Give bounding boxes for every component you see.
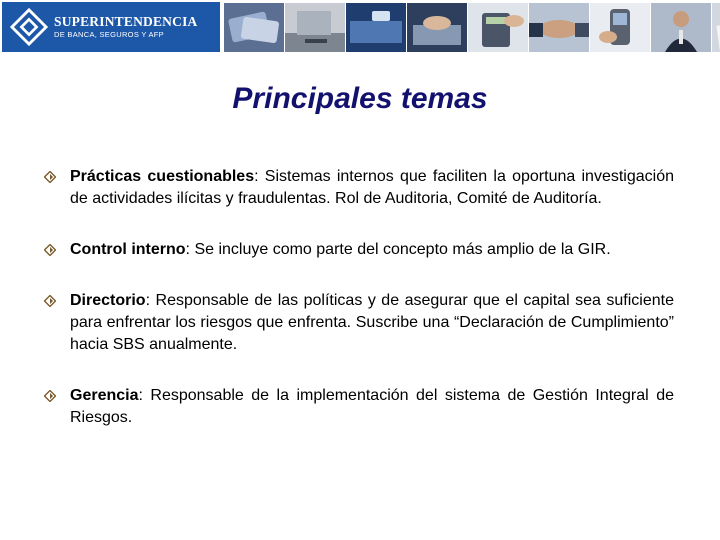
bullet-term: Gerencia xyxy=(70,387,139,404)
bullet-item xyxy=(44,239,674,261)
photo-businessman xyxy=(651,3,711,52)
photo-calculator xyxy=(468,3,528,52)
photo-handshake xyxy=(529,3,589,52)
photo-building xyxy=(285,3,345,52)
diamond-bullet-icon xyxy=(44,390,56,402)
bullet-list xyxy=(44,166,674,458)
photo-strip xyxy=(224,3,720,52)
bullet-item xyxy=(44,166,674,210)
diamond-bullet-icon xyxy=(44,295,56,307)
logo-subtitle: DE BANCA, SEGUROS Y AFP xyxy=(54,30,164,40)
photo-typing xyxy=(407,3,467,52)
bullet-item xyxy=(44,385,674,429)
bullet-item xyxy=(44,290,674,356)
photo-keyboard xyxy=(346,3,406,52)
photo-cards xyxy=(224,3,284,52)
diamond-bullet-icon xyxy=(44,171,56,183)
photo-phone xyxy=(590,3,650,52)
logo-diamond-icon xyxy=(10,8,48,46)
logo-title: SUPERINTENDENCIA xyxy=(54,13,198,29)
bullet-term: Directorio xyxy=(70,292,146,309)
bullet-text: : Responsable de las políticas y de asegurar que el capital sea suficiente para enfrentar los riesgos que enfrenta. Suscribe una “Declaración de Cumplimiento” hacia SBS anualmente. xyxy=(70,292,674,353)
bullet-term: Prácticas cuestionables xyxy=(70,168,255,185)
photo-writing xyxy=(712,3,720,52)
sbs-logo xyxy=(2,2,220,52)
bullet-text: : Se incluye como parte del concepto más amplio de la GIR. xyxy=(185,241,611,258)
bullet-text: : Sistemas internos que faciliten la oportuna investigación de actividades ilícitas y fraudulentas. Rol de Auditoria, Comité de Auditoría. xyxy=(70,168,675,207)
bullet-text: : Responsable de la implementación del sistema de Gestión Integral de Riesgos. xyxy=(70,387,674,426)
slide-title: Principales temas xyxy=(232,82,488,115)
bullet-term: Control interno xyxy=(70,241,186,258)
header-banner xyxy=(0,0,720,54)
diamond-bullet-icon xyxy=(44,244,56,256)
